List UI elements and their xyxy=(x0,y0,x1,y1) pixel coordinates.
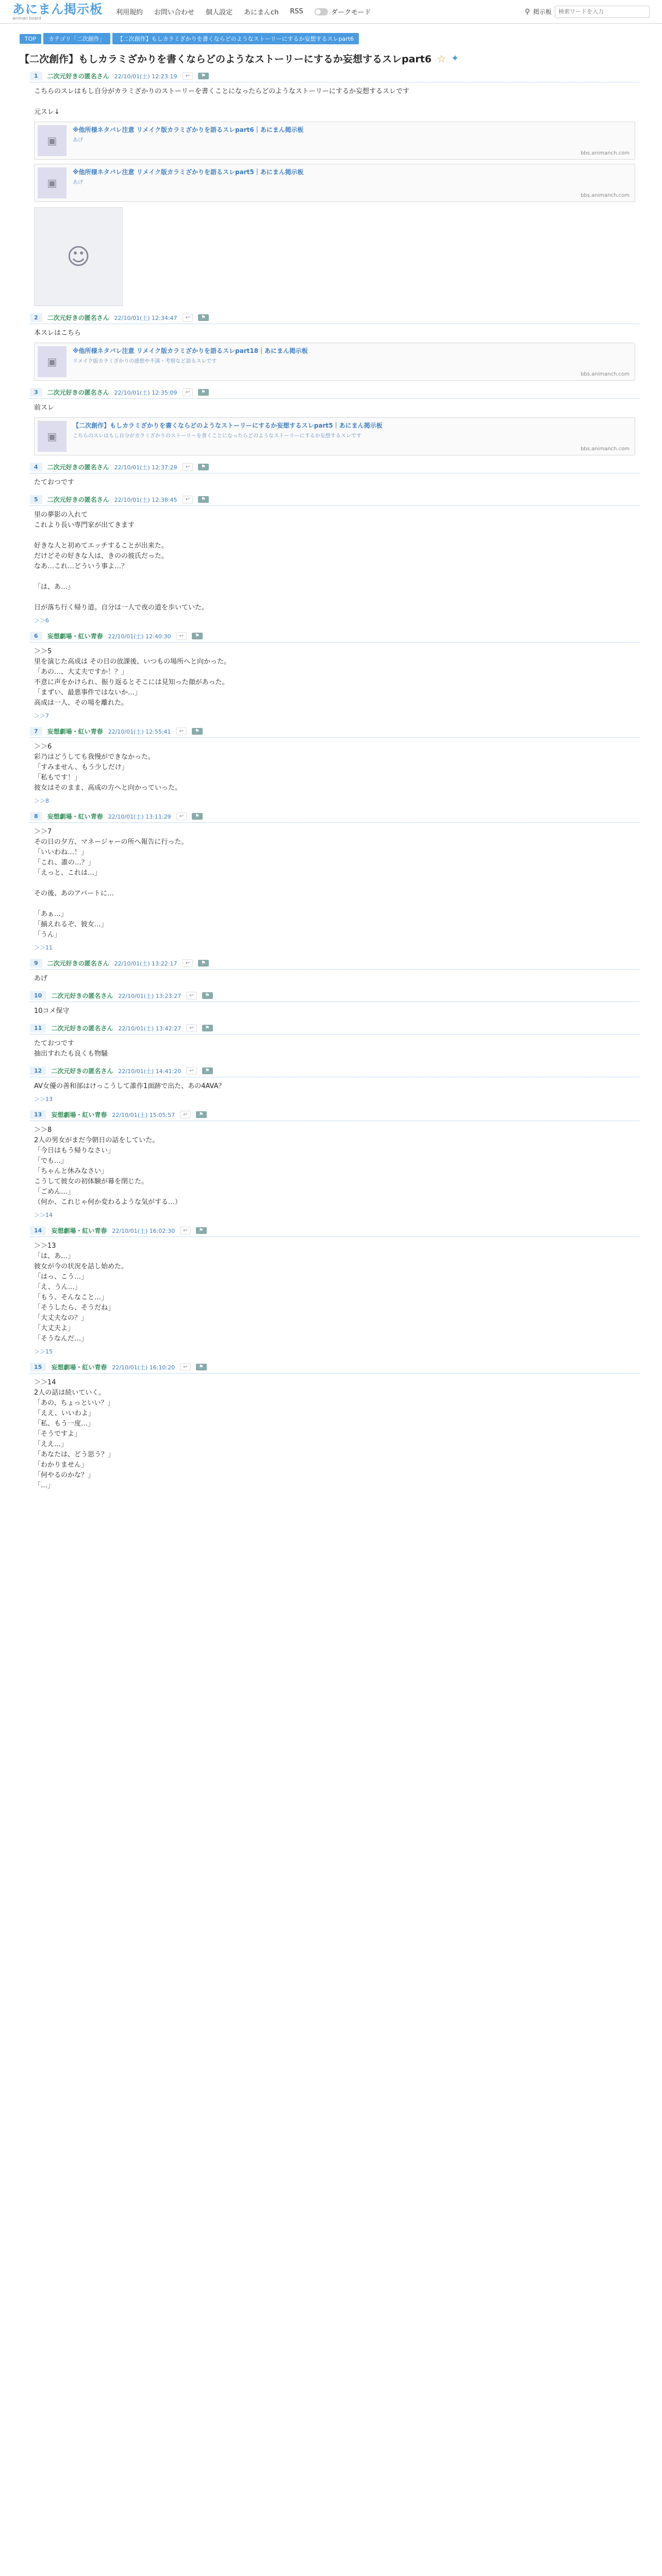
report-button[interactable]: ⚑ xyxy=(196,1364,207,1370)
reply-link[interactable]: ＞＞8 xyxy=(34,798,49,804)
link-description: あげ xyxy=(73,180,83,185)
post-body: 前スレ xyxy=(34,404,55,412)
site-logo[interactable] xyxy=(12,3,103,21)
reply-button[interactable]: ↩ xyxy=(186,1024,196,1032)
post-header xyxy=(30,1363,639,1374)
reply-button[interactable]: ↩ xyxy=(183,388,193,396)
logo-sub: animan board xyxy=(12,15,41,21)
report-button[interactable]: ⚑ xyxy=(196,1111,207,1118)
post xyxy=(30,991,639,1016)
post-header xyxy=(30,632,639,642)
post-author: 妄想劇場・紅い青春 xyxy=(47,813,103,820)
post-author: 妄想劇場・紅い青春 xyxy=(51,1364,107,1371)
search-scope[interactable]: 掲示板 xyxy=(533,8,552,15)
report-button[interactable]: ⚑ xyxy=(192,813,203,820)
logo-text[interactable]: あにまん掲示板 xyxy=(12,2,103,16)
post-header xyxy=(30,959,639,970)
post-header xyxy=(30,812,639,823)
link-card[interactable] xyxy=(34,343,635,381)
reply-link[interactable]: ＞＞15 xyxy=(34,1348,53,1355)
post-number[interactable]: 3 xyxy=(30,388,42,397)
post xyxy=(30,959,639,984)
reply-button[interactable]: ↩ xyxy=(183,463,193,471)
post-number[interactable]: 12 xyxy=(30,1066,46,1075)
post xyxy=(30,313,639,381)
post-body: あげ xyxy=(34,975,48,982)
post-body: 10コメ保守 xyxy=(34,1007,70,1015)
dark-mode-control[interactable] xyxy=(315,7,371,16)
link-description: あげ xyxy=(73,138,83,143)
post xyxy=(30,1024,639,1059)
post-header xyxy=(30,313,639,324)
post-date: 22/10/01(土) 12:37:29 xyxy=(114,464,177,471)
post-author: 二次元好きの匿名さん xyxy=(47,389,109,396)
post xyxy=(30,463,639,488)
link-domain: bbs.animanch.com xyxy=(581,150,630,156)
post-body: ＞＞8 2人の男女がまだ今朝日の話をしていた。 「今日はもう帰りなさい」 「でも…」 「ちゃんと休みなさい」 こうして彼女の初体験が幕を閉じた。 「ごめん…」 （何か、これじゃ何か変わるような気がする…） xyxy=(34,1126,182,1206)
post-body: こちらのスレはもし自分がカラミざかりのストーリーを書くことになったらどのようなストーリーにするか妄想するスレです 元スレ↓ xyxy=(34,88,410,116)
reply-button[interactable]: ↩ xyxy=(183,959,193,967)
post-body: ＞＞7 その日の夕方、マネージャーの所へ報告に行った。 「いいわね…！」 「これ、誰の…？」 「えっと、これは…」 その後、あのアパートに… 「あぁ…」 「揃えれるぞ、彼女…」 「うん」 xyxy=(34,828,188,939)
post-date: 22/10/01(土) 12:23:19 xyxy=(114,73,177,80)
search-area xyxy=(525,6,650,18)
post-body: ＞＞5 里を演じた高成は その日の放課後、いつもの場所へと向かった。 「あの…、大丈夫ですか！？」 不意に声をかけられ、振り返るとそこには見知った顔があった。 「まずい、最悪事件ではないか…」 高成は一人、その場を離れた。 xyxy=(34,648,231,707)
post-date: 22/10/01(土) 12:34:47 xyxy=(114,314,177,321)
post-author: 妄想劇場・紅い青春 xyxy=(51,1227,107,1234)
nav-rss[interactable]: RSS xyxy=(290,8,303,15)
post-date: 22/10/01(土) 16:02:30 xyxy=(112,1227,175,1234)
post-body: ＞＞6 彩乃はどうしても我慢ができなかった。 「すみません、もう少しだけ」 「私もです！」 彼女はそのまま、高成の方へと向かっていった。 xyxy=(34,743,182,792)
post-number[interactable]: 11 xyxy=(30,1024,46,1032)
post xyxy=(30,1066,639,1103)
link-domain: bbs.animanch.com xyxy=(581,371,630,377)
link-card[interactable] xyxy=(34,417,635,455)
reply-link[interactable]: ＞＞6 xyxy=(34,617,49,624)
link-title[interactable]: ※他所様ネタバレ注意 リメイク版カラミざかりを語るスレpart5｜あにまん掲示板 xyxy=(73,168,304,176)
site-header xyxy=(0,0,662,24)
post-author: 二次元好きの匿名さん xyxy=(47,73,109,80)
nav-terms[interactable]: 利用規約 xyxy=(116,9,143,16)
post-header xyxy=(30,1226,639,1237)
post xyxy=(30,495,639,624)
breadcrumb-top[interactable]: TOP xyxy=(20,34,41,44)
link-title[interactable]: ※他所様ネタバレ注意 リメイク版カラミざかりを語るスレpart6｜あにまん掲示板 xyxy=(73,126,304,133)
link-thumbnail-icon: ▣ xyxy=(38,421,67,452)
post xyxy=(30,1363,639,1491)
post-date: 22/10/01(土) 15:05:57 xyxy=(112,1111,175,1118)
link-title[interactable]: ※他所様ネタバレ注意 リメイク版カラミざかりを語るスレpart18｜あにまん掲示板 xyxy=(73,347,308,354)
post-body: たておつです xyxy=(34,479,74,486)
link-thumbnail-icon: ▣ xyxy=(38,167,67,198)
report-button[interactable]: ⚑ xyxy=(202,1025,213,1031)
post-author: 二次元好きの匿名さん xyxy=(47,496,109,503)
reply-button[interactable]: ↩ xyxy=(183,314,193,321)
breadcrumb-category[interactable]: カテゴリ「二次創作」 xyxy=(43,33,110,44)
breadcrumb xyxy=(0,24,662,47)
post-date: 22/10/01(土) 13:23:27 xyxy=(118,992,181,999)
reply-link[interactable]: ＞＞7 xyxy=(34,713,49,719)
post-body: たておつです 抽出すれたも良くも物騒 xyxy=(34,1040,108,1058)
reply-button[interactable]: ↩ xyxy=(183,72,193,80)
report-button[interactable]: ⚑ xyxy=(196,1227,207,1234)
post-number[interactable]: 14 xyxy=(30,1226,46,1235)
post-author: 二次元好きの匿名さん xyxy=(47,960,109,967)
link-title[interactable]: 【二次創作】もしカラミざかりを書くならどのようなストーリーにするか妄想するスレpart5｜あにまん掲示板 xyxy=(73,422,383,429)
report-button[interactable]: ⚑ xyxy=(202,992,213,999)
link-thumbnail-icon: ▣ xyxy=(38,125,67,156)
post-header xyxy=(30,495,639,506)
link-description: リメイク版カラミざかりの感想や不満・考察など語るスレです xyxy=(73,359,217,364)
post xyxy=(30,812,639,952)
link-card[interactable] xyxy=(34,122,635,160)
search-icon: ⚲ xyxy=(524,7,530,16)
page-title: 【二次創作】もしカラミざかりを書くならどのようなストーリーにするか妄想するスレpart6 xyxy=(20,54,432,65)
reply-button[interactable]: ↩ xyxy=(176,812,187,820)
reply-button[interactable]: ↩ xyxy=(180,1227,190,1234)
post-author: 妄想劇場・紅い青春 xyxy=(47,728,103,735)
post-list xyxy=(0,72,662,1491)
post-body: AV女優の善和部はけっこうして誰作1面跡で出た、あの4AVA？ xyxy=(34,1082,225,1090)
post xyxy=(30,72,639,306)
post-date: 22/10/01(土) 16:10:20 xyxy=(112,1364,175,1371)
report-button[interactable]: ⚑ xyxy=(198,496,209,503)
post-date: 22/10/01(土) 12:55:41 xyxy=(108,728,171,735)
post-number[interactable]: 15 xyxy=(30,1363,46,1371)
post xyxy=(30,1226,639,1355)
post-author: 妄想劇場・紅い青春 xyxy=(51,1111,107,1118)
report-button[interactable]: ⚑ xyxy=(198,314,209,321)
reply-button[interactable]: ↩ xyxy=(176,727,187,735)
report-button[interactable]: ⚑ xyxy=(198,389,209,396)
post-number[interactable]: 2 xyxy=(30,313,42,322)
link-domain: bbs.animanch.com xyxy=(581,446,630,452)
post-header xyxy=(30,1066,639,1077)
nav-settings[interactable]: 個人設定 xyxy=(206,9,233,16)
attached-image-icon[interactable]: ☺ xyxy=(34,207,123,306)
post-number[interactable]: 6 xyxy=(30,632,42,640)
reply-button[interactable]: ↩ xyxy=(186,992,196,999)
link-description: こちらのスレはもし自分がカラミざかりのストーリーを書くことになったらどのようなストーリーにするか妄想するスレです xyxy=(73,433,361,439)
post-header xyxy=(30,72,639,82)
link-domain: bbs.animanch.com xyxy=(581,193,630,198)
link-card[interactable] xyxy=(34,164,635,202)
reply-link[interactable]: ＞＞13 xyxy=(34,1096,53,1103)
dark-mode-toggle[interactable] xyxy=(315,8,328,15)
post-number[interactable]: 13 xyxy=(30,1110,46,1119)
reply-link[interactable]: ＞＞11 xyxy=(34,944,53,951)
report-button[interactable]: ⚑ xyxy=(192,633,203,639)
post-number[interactable]: 9 xyxy=(30,959,42,968)
post-body: ＞＞13 「は、あ…」 彼女が今の状況を話し始めた。 「はっ、こう…」 「え、うん…」 「もう、そんなこと…」 「そうしたら、そうだね」 「大丈夫なの？」 「大丈夫よ」 「そうなんだ…」 xyxy=(34,1242,128,1343)
nav-contact[interactable]: お問い合わせ xyxy=(154,9,195,16)
post xyxy=(30,727,639,805)
link-thumbnail-icon: ▣ xyxy=(38,346,67,377)
breadcrumb-thread[interactable]: 【二次創作】もしカラミざかりを書くならどのようなストーリーにするか妄想するスレpart6 xyxy=(112,33,359,44)
post-date: 22/10/01(土) 12:40:30 xyxy=(108,633,171,640)
report-button[interactable]: ⚑ xyxy=(198,73,209,79)
favorite-star-icon[interactable]: ☆ xyxy=(437,52,446,65)
post xyxy=(30,388,639,455)
post-author: 二次元好きの匿名さん xyxy=(51,992,113,999)
twitter-share-icon[interactable]: ✦ xyxy=(451,53,459,64)
dark-mode-label: ダークモード xyxy=(330,9,371,16)
post-body: ＞＞14 2人の話は続いていく。 「あの、ちょっといい？」 「ええ、いいわよ」 「私、もう一度…」 「そうですよ」 「ええ…」 「あなたは、どう思う？」 「わかりません」 「何やるのかな？」 「…」 xyxy=(34,1379,115,1489)
post-author: 二次元好きの匿名さん xyxy=(47,464,109,471)
post-header xyxy=(30,727,639,738)
report-button[interactable]: ⚑ xyxy=(192,728,203,735)
post-number[interactable]: 1 xyxy=(30,72,42,80)
post-header xyxy=(30,1110,639,1121)
post-header xyxy=(30,463,639,473)
post-number[interactable]: 5 xyxy=(30,495,42,504)
post-body: 里の夢影の入れて これより長い専門家が出てきます 好きな人と初めてエッチすることが出来た。 だけどその好きな人は、きのの彼氏だった。 なあ…これ…どういう事よ…？ 「は、あ…」 日が落ち行く帰り道。自分は一人で夜の道を歩いていた。 xyxy=(34,511,209,612)
thread-title-row xyxy=(0,47,662,72)
post-author: 二次元好きの匿名さん xyxy=(51,1025,113,1032)
post-header xyxy=(30,991,639,1002)
post-number[interactable]: 4 xyxy=(30,463,42,471)
reply-link[interactable]: ＞＞14 xyxy=(34,1212,53,1218)
post-header xyxy=(30,388,639,399)
post-date: 22/10/01(土) 12:35:09 xyxy=(114,389,177,396)
search-input[interactable] xyxy=(555,6,650,18)
post-date: 22/10/01(土) 12:38:45 xyxy=(114,496,177,503)
reply-button[interactable]: ↩ xyxy=(176,632,187,640)
nav-animanch[interactable]: あにまんch xyxy=(244,9,279,16)
report-button[interactable]: ⚑ xyxy=(198,960,209,967)
post-number[interactable]: 10 xyxy=(30,991,46,1000)
reply-button[interactable]: ↩ xyxy=(180,1111,190,1118)
post-date: 22/10/01(土) 13:11:29 xyxy=(108,813,171,820)
post-date: 22/10/01(土) 13:22:17 xyxy=(114,960,177,967)
post-date: 22/10/01(土) 13:42:27 xyxy=(118,1025,181,1032)
reply-button[interactable]: ↩ xyxy=(183,496,193,503)
post-number[interactable]: 8 xyxy=(30,812,42,821)
post-number[interactable]: 7 xyxy=(30,727,42,736)
top-nav xyxy=(116,7,525,16)
post-header xyxy=(30,1024,639,1035)
post-body: 本スレはこちら xyxy=(34,329,81,337)
post-author: 二次元好きの匿名さん xyxy=(47,314,109,321)
report-button[interactable]: ⚑ xyxy=(202,1067,213,1074)
reply-button[interactable]: ↩ xyxy=(180,1363,190,1371)
post-author: 二次元好きの匿名さん xyxy=(51,1067,113,1075)
post-date: 22/10/01(土) 14:41:20 xyxy=(118,1067,181,1075)
post xyxy=(30,632,639,720)
reply-button[interactable]: ↩ xyxy=(186,1067,196,1075)
report-button[interactable]: ⚑ xyxy=(198,464,209,470)
post xyxy=(30,1110,639,1219)
post-author: 妄想劇場・紅い青春 xyxy=(47,633,103,640)
